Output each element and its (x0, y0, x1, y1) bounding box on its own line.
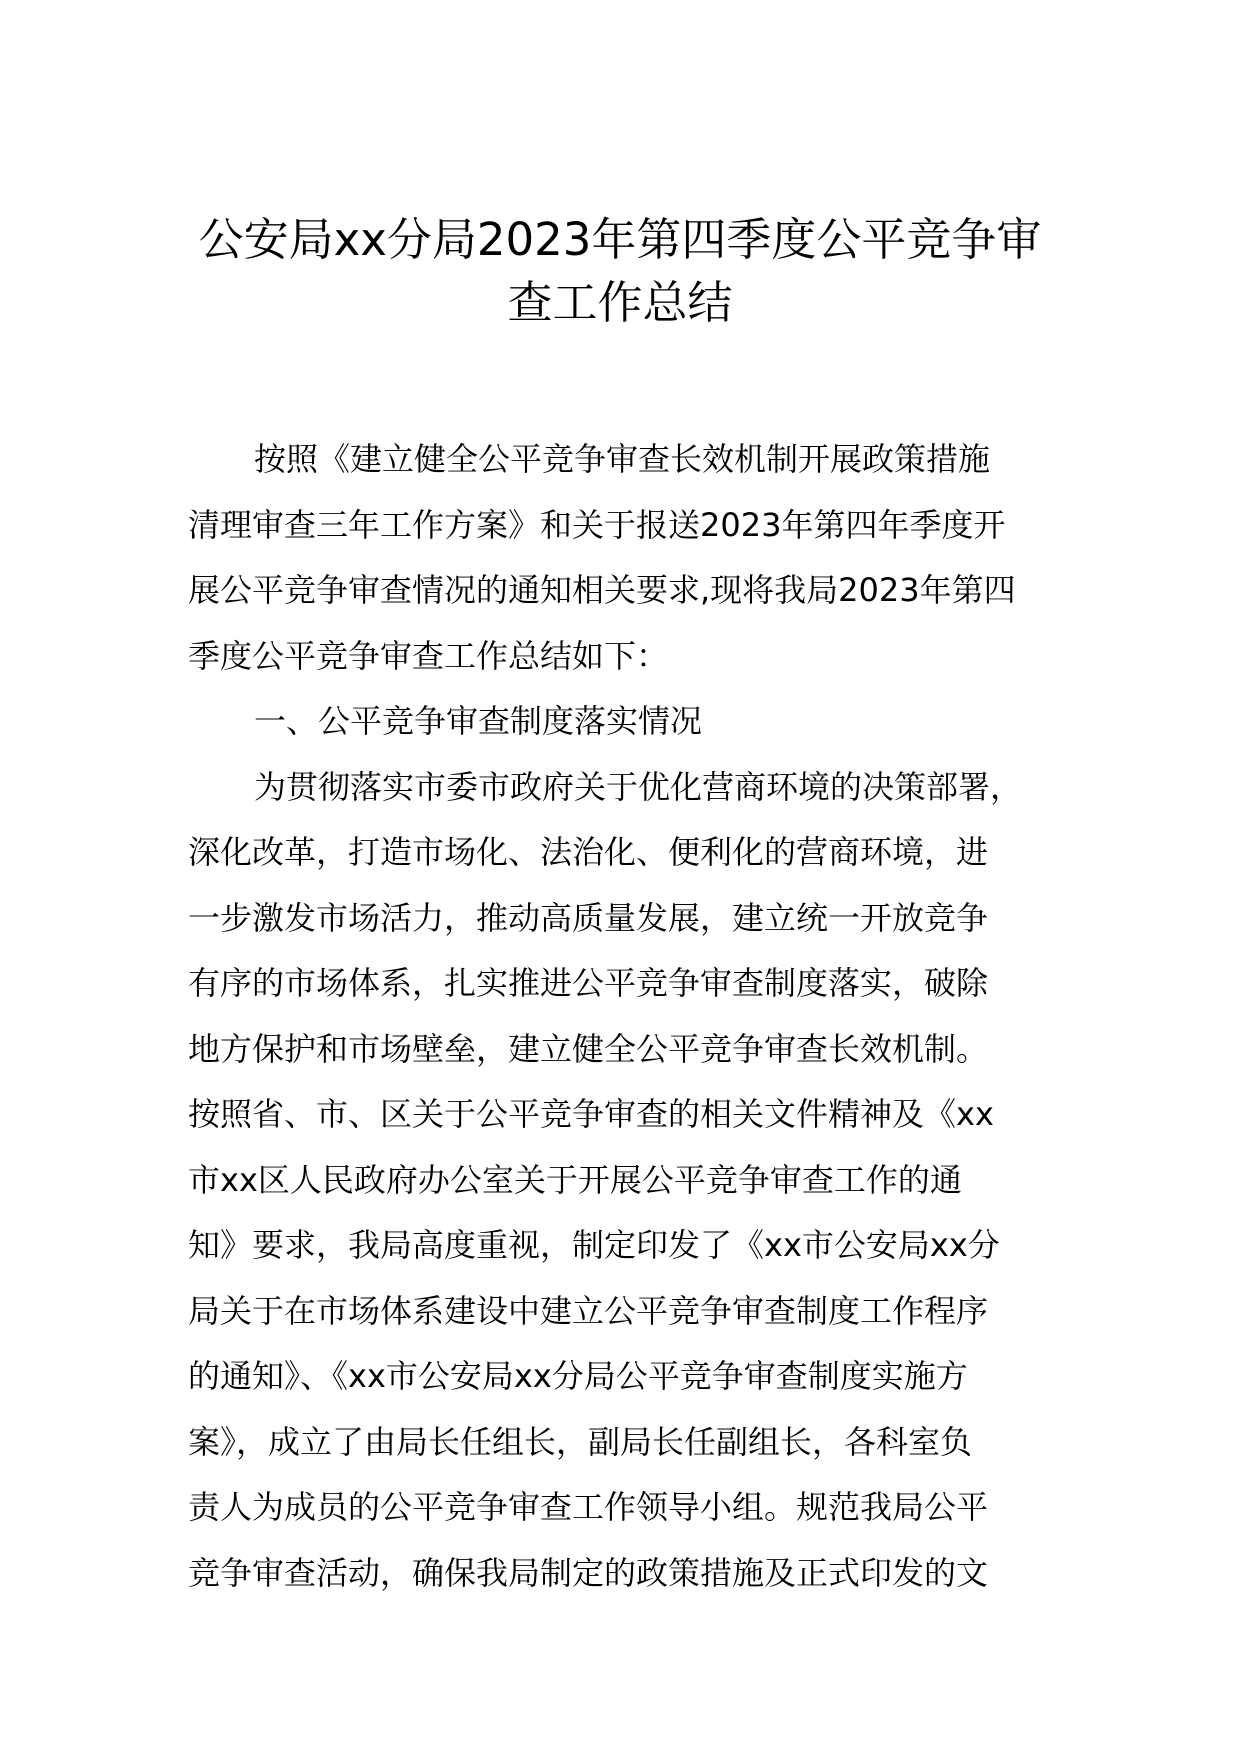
body-line: 季度公平竞争审查工作总结如下： (188, 636, 669, 675)
body-line: 按照《建立健全公平竞争审查长效机制开展政策措施 (254, 440, 991, 478)
body-line: 案》，成立了由局长任组长，副局长任副组长，各科室负 (188, 1422, 973, 1461)
title-line-2: 查工作总结 (507, 276, 733, 329)
body-line: 知》要求，我局高度重视，制定印发了《xx市公安局xx分 (188, 1226, 1000, 1264)
body-line: 清理审查三年工作方案》和关于报送2023年第四年季度开 (188, 505, 1006, 544)
document-title (180, 208, 1060, 334)
body-line: 有序的市场体系，扎实推进公平竞争审查制度落实，破除 (188, 964, 989, 1002)
body-line: 为贯彻落实市委市政府关于优化营商环境的决策部署， (254, 767, 1023, 806)
body-line: 一步激发市场活力，推动高质量发展，建立统一开放竞争 (188, 898, 989, 937)
body-line: 按照省、市、区关于公平竞争审查的相关文件精神及《xx (188, 1095, 994, 1133)
body-line: 局关于在市场体系建设中建立公平竞争审查制度工作程序 (188, 1291, 989, 1330)
body-line: 竞争审查活动，确保我局制定的政策措施及正式印发的文 (188, 1553, 989, 1592)
body-line: 深化改革，打造市场化、法治化、便利化的营商环境，进 (188, 833, 989, 871)
body-line: 地方保护和市场壁垒，建立健全公平竞争审查长效机制。 (188, 1029, 989, 1068)
document-body (188, 427, 1068, 1606)
title-line-1: 公安局xx分局2023年第四季度公平竞争审 (198, 213, 1042, 266)
body-line: 的通知》、《xx市公安局xx分局公平竞争审查制度实施方 (188, 1357, 968, 1395)
body-line: 展公平竞争审查情况的通知相关要求,现将我局2023年第四 (188, 571, 1016, 609)
body-line: 一、公平竞争审查制度落实情况 (254, 702, 703, 740)
body-line: 市xx区人民政府办公室关于开展公平竞争审查工作的通 (188, 1160, 962, 1199)
body-line: 责人为成员的公平竞争审查工作领导小组。规范我局公平 (188, 1488, 989, 1526)
